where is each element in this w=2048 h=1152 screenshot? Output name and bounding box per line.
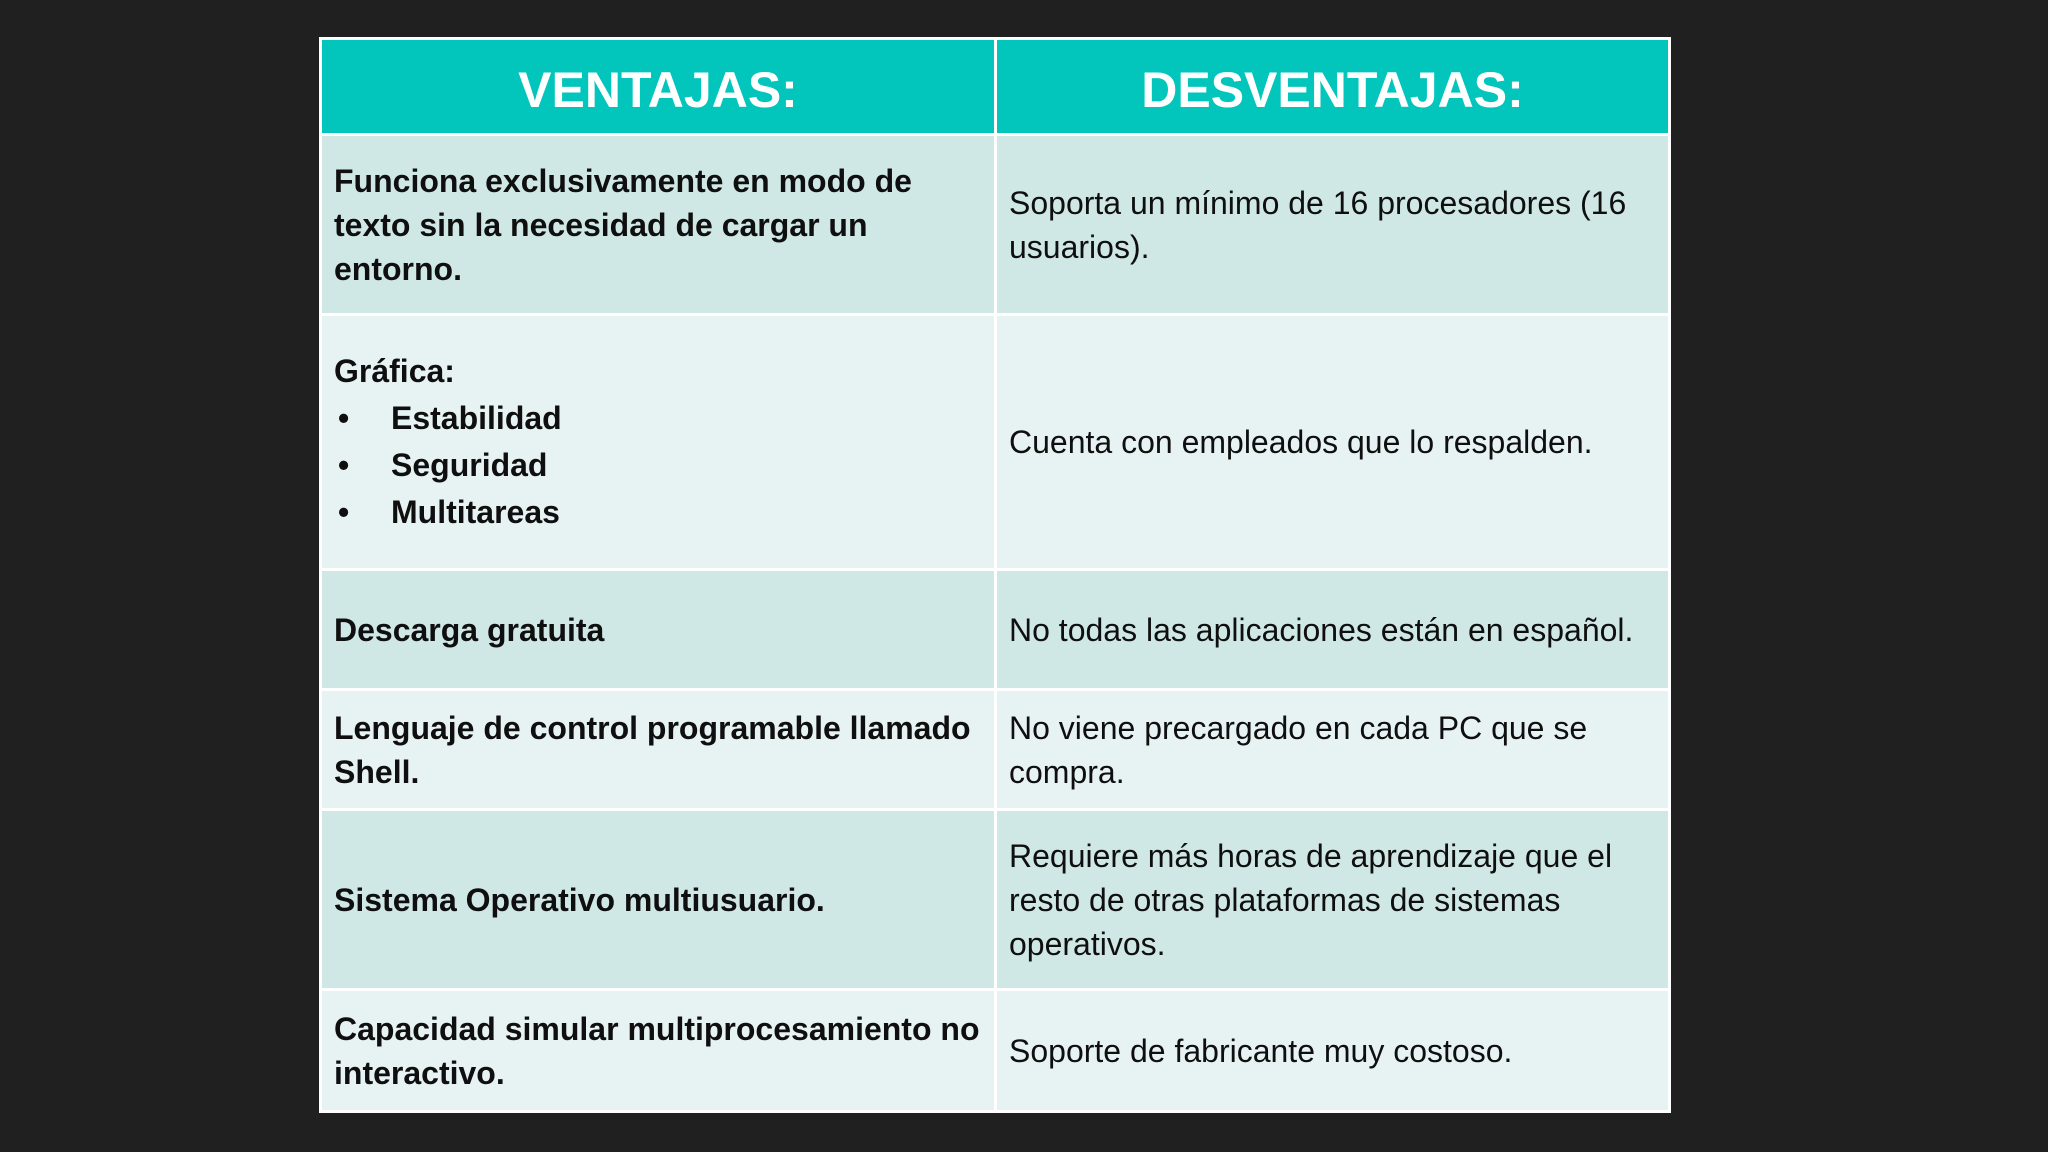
bullet-icon: • (338, 447, 350, 483)
bullet-icon: • (338, 400, 350, 436)
disadvantage-cell: Soporta un mínimo de 16 procesadores (16 usuarios). (996, 135, 1670, 315)
list-item-label: Estabilidad (391, 400, 562, 436)
list-item-label: Multitareas (391, 494, 560, 530)
list-item-label: Seguridad (391, 447, 548, 483)
table-row (321, 690, 1670, 810)
advantage-cell: Capacidad simular multiprocesamiento no interactivo. (321, 990, 996, 1112)
advantage-cell: Sistema Operativo multiusuario. (321, 810, 996, 990)
table-row (321, 315, 1670, 570)
header-row (321, 39, 1670, 135)
disadvantage-cell: No todas las aplicaciones están en español. (996, 570, 1670, 690)
table-row (321, 570, 1670, 690)
table-row (321, 135, 1670, 315)
advantage-cell (321, 315, 996, 570)
advantage-cell: Lenguaje de control programable llamado Shell. (321, 690, 996, 810)
list-item (334, 442, 984, 489)
table-row (321, 990, 1670, 1112)
header-disadvantages: DESVENTAJAS: (996, 39, 1670, 135)
comparison-table (319, 37, 1671, 1113)
disadvantage-cell: Requiere más horas de aprendizaje que el resto de otras plataformas de sistemas operativos. (996, 810, 1670, 990)
list-item (334, 395, 984, 442)
advantage-bullet-list (334, 395, 984, 536)
advantage-list-title: Gráfica: (334, 353, 455, 389)
list-item (334, 489, 984, 536)
header-advantages: VENTAJAS: (321, 39, 996, 135)
bullet-icon: • (338, 494, 350, 530)
disadvantage-cell: Cuenta con empleados que lo respalden. (996, 315, 1670, 570)
advantage-cell: Funciona exclusivamente en modo de texto sin la necesidad de cargar un entorno. (321, 135, 996, 315)
table-row (321, 810, 1670, 990)
disadvantage-cell: No viene precargado en cada PC que se compra. (996, 690, 1670, 810)
disadvantage-cell: Soporte de fabricante muy costoso. (996, 990, 1670, 1112)
advantage-cell: Descarga gratuita (321, 570, 996, 690)
